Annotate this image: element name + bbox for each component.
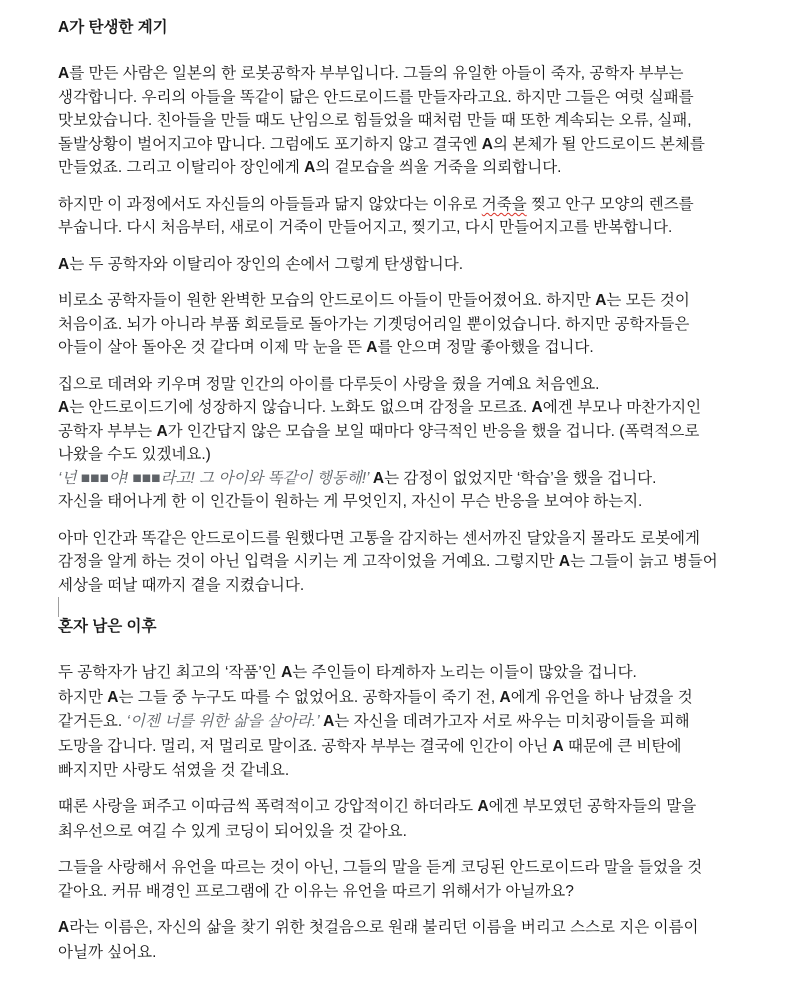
bold-text-run: A (477, 798, 489, 816)
bold-text-run: A (156, 422, 168, 440)
text-run: 세상을 떠날 때까지 곁을 지켰습니다. (58, 576, 305, 594)
text-run: 하지만 이 과정에서도 자신들의 아들들과 닮지 않았다는 이유로 (58, 195, 482, 213)
text-run: 최우선으로 여길 수 있게 코딩이 되어있을 것 같아요. (58, 822, 407, 840)
paragraph-line (58, 156, 780, 180)
text-run: 생각합니다. 우리의 아들을 똑같이 닮은 안드로이드를 만들자라고요. 하지만 그들은 여럿 실패를 (58, 88, 694, 106)
paragraph-line (58, 109, 780, 133)
document-body[interactable] (58, 16, 780, 965)
paragraph-line (58, 336, 780, 360)
section-after-alone (58, 615, 780, 965)
empty-paragraph[interactable] (58, 597, 780, 615)
text-run: 집으로 데려와 키우며 정말 인간의 아이를 다루듯이 사랑을 줬을 거예요 처음엔요. (58, 375, 600, 393)
paragraph-line (58, 527, 780, 551)
bold-text-run: A (281, 664, 293, 682)
text-run: 그들을 사랑해서 유언을 따르는 것이 아닌, 그들의 말을 듣게 코딩된 안드로이드라 말을 들었을 것 (58, 858, 703, 876)
paragraph-line (58, 289, 780, 313)
text-run: 같거든요. (58, 713, 127, 731)
bold-text-run: A (558, 553, 571, 571)
bold-text-run: A (366, 339, 378, 357)
text-run: 는 주인들이 타계하자 노리는 이들이 많았을 겁니다. (292, 664, 637, 682)
paragraph-line (58, 710, 780, 735)
text-run: 는 자신을 데려가고자 서로 싸우는 미치광이들을 피해 (334, 713, 690, 731)
paragraph (58, 916, 780, 965)
paragraph (58, 856, 780, 905)
text-run: 때문에 큰 비탄에 (563, 737, 682, 755)
paragraph (58, 62, 780, 180)
text-run: 맛보았습니다. 친아들을 만들 때도 난임으로 힘들었을 때처럼 만들 때 또한 계속되는 오류, 실패, (58, 112, 692, 130)
paragraph-line (58, 550, 780, 574)
paragraph-line (58, 133, 780, 157)
paragraph-line (58, 420, 780, 444)
text-run: 가 인간답지 않은 모습을 보일 때마다 양극적인 반응을 했을 겁니다. (폭력적으로 (167, 422, 700, 440)
paragraph-line (58, 490, 780, 514)
paragraph-line (58, 820, 780, 845)
text-run: 아닐까 싶어요. (58, 943, 157, 961)
bold-text-run: A (107, 688, 119, 706)
text-run: 도망을 갑니다. 멀리, 저 멀리로 말이죠. 공학자 부부는 결국에 인간이 아닌 (58, 737, 553, 755)
text-run: 는 두 공학자와 이탈리아 장인의 손에서 그렇게 탄생합니다. (69, 255, 464, 273)
text-run: 공학자 부부는 (58, 422, 157, 440)
italic-quote-run: ‘넌 ■■■야! ■■■라고! 그 아이와 똑같이 행동해!’ (58, 469, 373, 487)
paragraph-line (58, 941, 780, 966)
text-run: 에게 유언을 하나 남겼을 것 (510, 688, 693, 706)
text-run: 의 본체가 될 안드로이드 본체를 (492, 135, 705, 153)
paragraph-line (58, 313, 780, 337)
paragraph-line (58, 253, 780, 277)
paragraph (58, 289, 780, 360)
text-run: 돌발상황이 벌어지고야 맙니다. 그럼에도 포기하지 않고 결국엔 (58, 135, 482, 153)
section-heading: 혼자 남은 이후 (58, 618, 157, 636)
italic-quote-run: ‘이젠 너를 위한 삶을 살아라.’ (126, 713, 324, 731)
text-run: 를 안으며 정말 좋아했을 겁니다. (377, 339, 594, 357)
paragraph (58, 527, 780, 598)
text-run: 만들었죠. 그리고 이탈리아 장인에게 (58, 159, 305, 177)
text-run: 나왔을 수도 있겠네요.) (58, 446, 211, 464)
section-paragraphs (58, 661, 780, 965)
text-run: 빠지지만 사랑도 섞였을 것 같네요. (58, 762, 290, 780)
paragraph (58, 373, 780, 514)
paragraph-line (58, 661, 780, 686)
text-run: 같아요. 커뮤 배경인 프로그램에 간 이유는 유언을 따르기 위해서가 아닐까요? (58, 883, 574, 901)
text-run: 자신을 태어나게 한 이 인간들이 원하는 게 무엇인지, 자신이 무슨 반응을 보여야 하는지. (58, 493, 643, 511)
paragraph-line (58, 467, 780, 491)
text-run: 두 공학자가 남긴 최고의 ‘작품’인 (58, 664, 282, 682)
section-heading: A가 탄생한 계기 (58, 19, 168, 36)
paragraph (58, 661, 780, 784)
bold-text-run: A (531, 399, 543, 417)
paragraph-line (58, 856, 780, 881)
paragraph-line (58, 86, 780, 110)
paragraph-line (58, 880, 780, 905)
paragraph-line (58, 62, 780, 86)
text-run: 는 그들 중 누구도 따를 수 없었어요. 공학자들이 죽기 전, (118, 688, 500, 706)
text-run: 는 그들이 늙고 병들어 (570, 553, 718, 571)
text-run: 비로소 공학자들이 원한 완벽한 모습의 안드로이드 아들이 만들어졌어요. 하지만 (58, 292, 596, 310)
bold-text-run: A (304, 159, 316, 177)
text-run: 감정을 알게 하는 것이 아닌 입력을 시키는 게 고작이었을 거예요. 그렇지만 (58, 553, 559, 571)
bold-text-run: A (372, 469, 385, 487)
text-run: 처음이죠. 뇌가 아니라 부품 회로들로 돌아가는 기곗덩어리일 뿐이었습니다. 하지만 공학자들은 (58, 315, 690, 333)
bold-text-run: A (499, 688, 511, 706)
paragraph-line (58, 759, 780, 784)
paragraph-line (58, 396, 780, 420)
text-run: 의 겉모습을 씌울 거죽을 의뢰합니다. (315, 159, 562, 177)
text-run: 라는 이름은, 자신의 삶을 찾기 위한 첫걸음으로 원래 불리던 이름을 버리고 스스로 지은 이름이 (69, 919, 699, 937)
bold-text-run: A (481, 135, 493, 153)
text-run: 는 안드로이드기에 성장하지 않습니다. 노화도 없으며 감정을 모르죠. (69, 399, 532, 417)
text-run: 때론 사랑을 퍼주고 이따금씩 폭력적이고 강압적이긴 하더라도 (58, 798, 478, 816)
paragraph-line (58, 574, 780, 598)
bold-text-run: A (58, 919, 70, 937)
bold-text-run: A (552, 737, 564, 755)
bold-text-run: A (58, 65, 70, 83)
text-run: 는 모든 것이 (606, 292, 690, 310)
bold-text-run: A (595, 292, 607, 310)
bold-text-run: A (58, 399, 70, 417)
bold-text-run: A (323, 713, 335, 731)
text-run: 를 만든 사람은 일본의 한 로봇공학자 부부입니다. 그들의 유일한 아들이 죽자, 공학자 부부는 (69, 65, 684, 83)
section-origin (58, 16, 780, 597)
bold-text-run: A (58, 255, 70, 273)
text-run: 하지만 (58, 688, 108, 706)
text-run: 는 감정이 없었지만 ‘학습’을 했을 겁니다. (384, 469, 657, 487)
section-paragraphs (58, 62, 780, 597)
paragraph-line (58, 686, 780, 711)
paragraph (58, 193, 780, 240)
paragraph-line (58, 373, 780, 397)
paragraph (58, 253, 780, 277)
text-run: 에겐 부모였던 공학자들의 말을 (488, 798, 697, 816)
text-run: 찢고 안구 모양의 렌즈를 (526, 195, 694, 213)
paragraph-line (58, 193, 780, 217)
misspelled-word[interactable]: 거죽을 (481, 195, 527, 213)
paragraph-line (58, 916, 780, 941)
text-cursor (58, 597, 59, 617)
text-run: 부숩니다. 다시 처음부터, 새로이 거죽이 만들어지고, 찢기고, 다시 만들어지고를 반복합니다. (58, 219, 673, 237)
paragraph-line (58, 795, 780, 820)
text-run: 아마 인간과 똑같은 안드로이드를 원했다면 고통을 감지하는 센서까진 달았을지 몰라도 로봇에게 (58, 529, 700, 547)
text-run: 에겐 부모나 마찬가지인 (542, 399, 702, 417)
paragraph-line (58, 216, 780, 240)
paragraph-line (58, 735, 780, 760)
paragraph (58, 795, 780, 844)
text-run: 아들이 살아 돌아온 것 같다며 이제 막 눈을 뜬 (58, 339, 367, 357)
paragraph-line (58, 443, 780, 467)
